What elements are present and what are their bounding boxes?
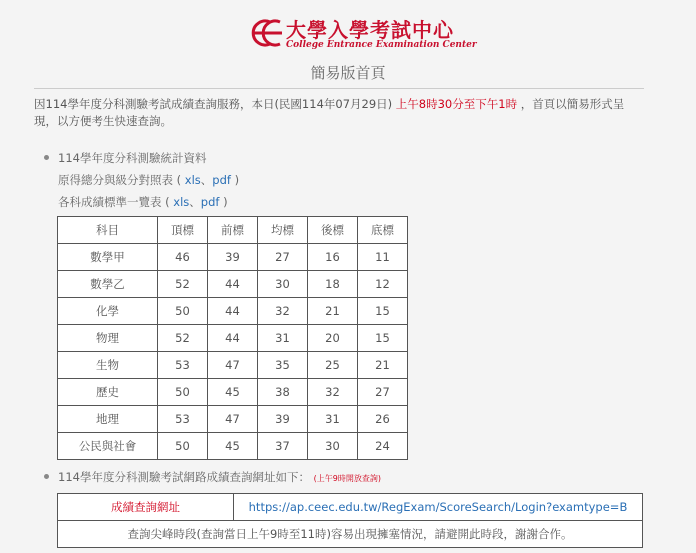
- score-conversion-xls-link[interactable]: xls: [184, 173, 201, 187]
- table-cell: 38: [258, 379, 308, 406]
- table-cell: 20: [308, 325, 358, 352]
- notice-text-end: ，首頁以簡易形式呈現，以方便考生快速查詢。: [34, 97, 625, 128]
- bullet-icon: [44, 474, 49, 479]
- table-row: [58, 379, 408, 406]
- table-cell: 45: [208, 379, 258, 406]
- section-score-query-title: 114學年度分科測驗考試網路成績查詢網址如下： (上午9時開放查詢): [58, 470, 381, 484]
- table-row: [58, 406, 408, 433]
- table-cell: 16: [308, 244, 358, 271]
- table-cell: 21: [358, 352, 408, 379]
- table-cell: 53: [158, 406, 208, 433]
- notice-time-highlight: 上午8時30分至下午1時: [395, 97, 518, 111]
- table-cell: 52: [158, 325, 208, 352]
- table-cell: 數學甲: [58, 244, 158, 271]
- table-row: [58, 325, 408, 352]
- notice-text: 因114學年度分科測驗考試成績查詢服務，本日(民國114年07月29日): [34, 97, 393, 111]
- table-header: 後標: [308, 217, 358, 244]
- score-standards-pdf-link[interactable]: pdf: [200, 195, 220, 209]
- table-cell: 32: [258, 298, 308, 325]
- score-query-url-label: 成績查詢網址: [58, 494, 234, 521]
- table-cell: 50: [158, 298, 208, 325]
- query-open-time-note: (上午9時開放查詢): [313, 474, 381, 483]
- score-standards-table: [57, 216, 408, 460]
- note-row: [58, 521, 643, 548]
- table-cell: 52: [158, 271, 208, 298]
- table-cell: 27: [258, 244, 308, 271]
- logo-english-name: College Entrance Examination Center: [286, 40, 477, 50]
- logo-chinese-name: 大學入學考試中心: [286, 18, 454, 42]
- table-cell: 12: [358, 271, 408, 298]
- table-cell: 地理: [58, 406, 158, 433]
- score-standards-xls-link[interactable]: xls: [173, 195, 190, 209]
- table-cell: 44: [208, 271, 258, 298]
- page-title: 簡易版首頁: [310, 64, 386, 82]
- ceec-logo[interactable]: [240, 14, 477, 54]
- score-conversion-pdf-link[interactable]: pdf: [212, 173, 231, 187]
- score-query-link-box: [57, 493, 643, 548]
- table-cell: 50: [158, 433, 208, 460]
- table-cell: 數學乙: [58, 271, 158, 298]
- table-row: [58, 298, 408, 325]
- table-header: 頂標: [158, 217, 208, 244]
- table-row: [58, 244, 408, 271]
- table-cell: 生物: [58, 352, 158, 379]
- peak-time-note: 查詢尖峰時段(查詢當日上午9時至11時)容易出現擁塞情況，請避開此時段，謝謝合作。: [58, 521, 643, 548]
- table-cell: 53: [158, 352, 208, 379]
- table-cell: 15: [358, 325, 408, 352]
- link-row: [58, 494, 643, 521]
- table-header: 前標: [208, 217, 258, 244]
- table-header: 科目: [58, 217, 158, 244]
- table-cell: 50: [158, 379, 208, 406]
- table-header-row: [58, 217, 408, 244]
- table-cell: 47: [208, 406, 258, 433]
- ceec-logo-mark-icon: [240, 16, 284, 50]
- table-cell: 27: [358, 379, 408, 406]
- divider: [34, 88, 644, 89]
- table-cell: 44: [208, 325, 258, 352]
- score-conversion-line: 原得總分與級分對照表 ( xls、pdf ): [58, 173, 240, 187]
- table-cell: 46: [158, 244, 208, 271]
- table-cell: 44: [208, 298, 258, 325]
- score-standards-line: 各科成績標準一覽表 ( xls、pdf ): [58, 195, 228, 209]
- table-cell: 21: [308, 298, 358, 325]
- table-cell: 物理: [58, 325, 158, 352]
- table-cell: 24: [358, 433, 408, 460]
- table-cell: 45: [208, 433, 258, 460]
- table-cell: 37: [258, 433, 308, 460]
- table-cell: 30: [258, 271, 308, 298]
- table-cell: 32: [308, 379, 358, 406]
- table-header: 底標: [358, 217, 408, 244]
- table-cell: 公民與社會: [58, 433, 158, 460]
- table-cell: 化學: [58, 298, 158, 325]
- table-row: [58, 352, 408, 379]
- table-cell: 39: [258, 406, 308, 433]
- table-cell: 39: [208, 244, 258, 271]
- table-cell: 31: [258, 325, 308, 352]
- table-cell: 35: [258, 352, 308, 379]
- table-cell: 18: [308, 271, 358, 298]
- table-row: [58, 271, 408, 298]
- table-cell: 25: [308, 352, 358, 379]
- bullet-icon: [44, 155, 49, 160]
- table-cell: 30: [308, 433, 358, 460]
- table-cell: 31: [308, 406, 358, 433]
- table-cell: 47: [208, 352, 258, 379]
- table-row: [58, 433, 408, 460]
- table-cell: 15: [358, 298, 408, 325]
- table-cell: 11: [358, 244, 408, 271]
- service-notice: [34, 96, 646, 130]
- score-query-url-link[interactable]: https://ap.ceec.edu.tw/RegExam/ScoreSearch/Login?examtype=B: [234, 494, 643, 521]
- table-cell: 26: [358, 406, 408, 433]
- table-cell: 歷史: [58, 379, 158, 406]
- table-header: 均標: [258, 217, 308, 244]
- section-stats-title: 114學年度分科測驗統計資料: [58, 151, 207, 165]
